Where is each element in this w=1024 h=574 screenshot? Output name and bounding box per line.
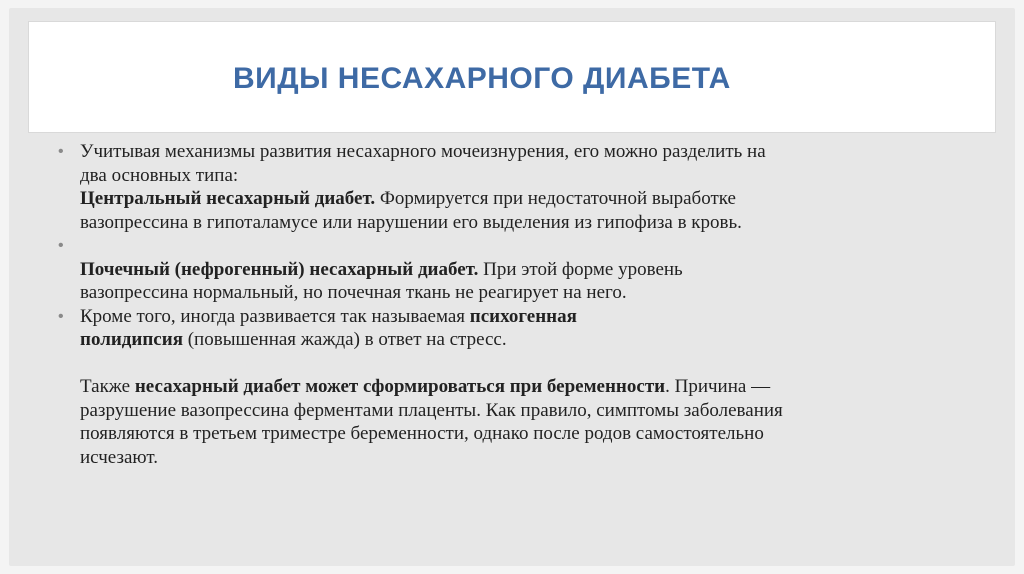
empty-line [80, 234, 958, 258]
text-line [80, 328, 958, 352]
bullet-text [80, 140, 958, 234]
bullet-item-2 [58, 234, 958, 305]
text-span: Формируется при недостаточной выработке [375, 188, 736, 209]
text-line: два основных типа: [80, 164, 239, 186]
text-line: Учитывая механизмы развития несахарного мочеизнурения, его можно разделить на [80, 141, 766, 162]
bold-term: несахарный диабет может сформироваться при беременности [134, 376, 666, 397]
text-line: исчезают. [80, 446, 158, 468]
bullet-text [80, 305, 958, 470]
bullet-item-3 [58, 305, 958, 470]
slide-body [58, 140, 958, 469]
bullet-item-1 [58, 140, 958, 234]
text-line [80, 187, 958, 211]
text-span: Также [80, 376, 135, 397]
text-line [80, 258, 958, 282]
text-line: вазопрессина в гипоталамусе или нарушении его выделения из гипофиза в кровь. [80, 211, 742, 233]
empty-line [80, 352, 958, 376]
bold-term: Почечный (нефрогенный) несахарный диабет. [80, 258, 479, 280]
text-line: вазопрессина нормальный, но почечная ткань не реагирует на него. [80, 282, 627, 303]
text-line: появляются в третьем триместре беременности, однако после родов самостоятельно [80, 423, 764, 444]
bullet-marker: • [58, 307, 64, 325]
text-line: разрушение вазопрессина ферментами плаценты. Как правило, симптомы заболевания [80, 399, 783, 421]
text-span: . Причина — [665, 376, 771, 397]
bold-term: Центральный несахарный диабет. [80, 188, 376, 209]
text-span: При этой форме уровень [478, 258, 683, 280]
text-line [80, 305, 958, 329]
bullet-text [80, 234, 958, 305]
bullet-marker: • [58, 143, 64, 160]
text-span: Кроме того, иногда развивается так называемая [80, 305, 470, 327]
slide-title: ВИДЫ НЕСАХАРНОГО ДИАБЕТА [233, 62, 731, 95]
bold-term: полидипсия [80, 329, 183, 350]
text-span: (повышенная жажда) в ответ на стресс. [182, 329, 507, 350]
bold-term: психогенная [469, 305, 577, 327]
title-box [29, 22, 995, 132]
text-line [80, 375, 958, 399]
bullet-marker: • [58, 237, 64, 254]
